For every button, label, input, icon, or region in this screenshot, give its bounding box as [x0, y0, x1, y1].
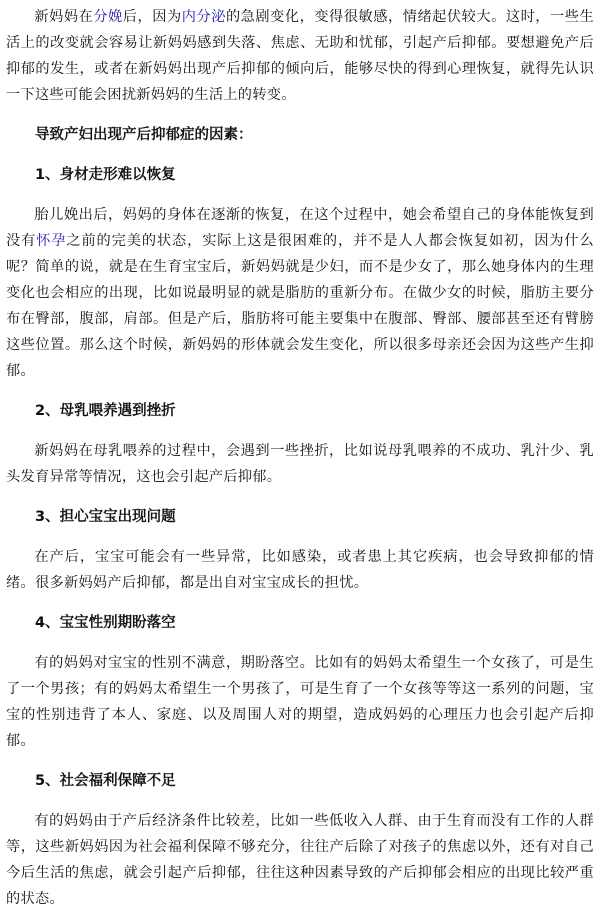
factor-heading-3: 3、担心宝宝出现问题	[35, 509, 176, 525]
factor-body-4: 有的妈妈对宝宝的性别不满意，期盼落空。比如有的妈妈太希望生一个女孩了，可是生了一个男孩；有的妈妈太希望生一个男孩了，可是生育了一个女孩等等这一系列的问题，宝宝的性别违背了本人、家庭、以及周围人对的期望，造成妈妈的心理压力也会引起产后抑郁。	[6, 655, 594, 749]
factor-heading-4: 4、宝宝性别期盼落空	[35, 615, 176, 631]
factor-body-1: 胎儿娩出后，妈妈的身体在逐渐的恢复，在这个过程中，她会希望自己的身体能恢复到没有怀孕之前的完美的状态，实际上这是很困难的，并不是人人都会恢复如初，因为什么呢？简单的说，就是在生育宝宝后，新妈妈就是少妇，而不是少女了，那么她身体内的生理变化也会相应的出现，比如说最明显的就是脂肪的重新分布。在做少女的时候，脂肪主要分布在臀部，腹部，肩部。但是产后，脂肪将可能主要集中在腹部、臀部、腰部甚至还有臂膀这些位置。那么这个时候，新妈妈的形体就会发生变化，所以很多母亲还会因为这些产生抑郁。	[6, 207, 594, 379]
link-fenmian[interactable]: 分娩	[93, 9, 123, 25]
factor-heading-5: 5、社会福利保障不足	[35, 773, 176, 789]
link-huaiyun[interactable]: 怀孕	[36, 233, 67, 249]
section-title: 导致产妇出现产后抑郁症的因素：	[35, 127, 253, 143]
intro-paragraph: 新妈妈在分娩后，因为内分泌的急剧变化，变得很敏感，情绪起伏较大。这时，一些生活上的改变就会容易让新妈妈感到失落、焦虑、无助和忧郁，引起产后抑郁。要想避免产后抑郁的发生，或者在新妈妈出现产后抑郁的倾向后，能够尽快的得到心理恢复，就得先认识一下这些可能会困扰新妈妈的生活上的转变。	[6, 9, 594, 103]
factor-body-5: 有的妈妈由于产后经济条件比较差，比如一些低收入人群、由于生育而没有工作的人群等，这些新妈妈因为社会福利保障不够充分，往往产后除了对孩子的焦虑以外，还有对自己今后生活的焦虑，就会引起产后抑郁，往往这种因素导致的产后抑郁会相应的出现比较严重的状态。	[6, 813, 594, 907]
factor-heading-1: 1、身材走形难以恢复	[35, 167, 176, 183]
factor-body-2: 新妈妈在母乳喂养的过程中，会遇到一些挫折，比如说母乳喂养的不成功、乳汁少、乳头发育异常等情况，这也会引起产后抑郁。	[6, 443, 594, 485]
factor-body-3: 在产后，宝宝可能会有一些异常，比如感染，或者患上其它疾病，也会导致抑郁的情绪。很多新妈妈产后抑郁，都是出自对宝宝成长的担忧。	[6, 549, 594, 591]
factor-heading-2: 2、母乳喂养遇到挫折	[35, 403, 176, 419]
link-neifenmi[interactable]: 内分泌	[181, 9, 226, 25]
